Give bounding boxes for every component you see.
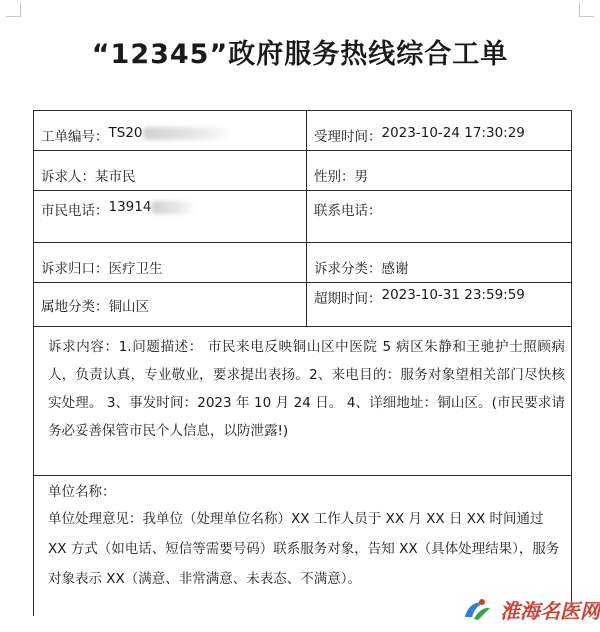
category-dept-value: 医疗卫生 bbox=[108, 261, 163, 277]
request-content-text: 诉求内容：1.问题描述： 市民来电反映铜山区中医院 5 病区朱静和王驰护士照顾病人，负责认真，专业敬业，要求提出表扬。2、来电目的：服务对象望相关部门尽快核实处理。 3、事发时间：2023 年 10 月 24 日。 4、详细地址：铜山区。(市民要求请务必妥善保管市民个人信息，以防泄露!) bbox=[48, 339, 565, 439]
location-label: 属地分类： bbox=[41, 299, 109, 315]
document-title: “12345”政府服务热线综合工单 bbox=[91, 39, 509, 70]
accept-time-cell bbox=[307, 111, 572, 151]
redacted-blur bbox=[143, 127, 233, 140]
redacted-blur bbox=[151, 201, 196, 214]
contact-phone-label: 联系电话： bbox=[314, 203, 382, 219]
watermark-text: 淮海名医网 bbox=[500, 599, 600, 623]
table-row bbox=[34, 191, 572, 243]
site-watermark bbox=[462, 595, 600, 624]
ticket-number-cell bbox=[34, 111, 307, 151]
unit-opinion-text: 单位处理意见：我单位（处理单位名称）XX 工作人员于 XX 月 XX 日 XX 时间通过 XX 方式（如电话、短信等需要号码）联系服务对象，告知 XX（具体处理结果），服务对象表示 XX（满意、非常满意、未表态、不满意）。 bbox=[48, 511, 560, 587]
page-corner-mark bbox=[579, 2, 594, 17]
unit-name-label: 单位名称： bbox=[48, 484, 116, 500]
location-value: 铜山区 bbox=[108, 299, 149, 315]
deadline-label: 超期时间： bbox=[314, 291, 382, 307]
request-content-cell bbox=[34, 327, 572, 476]
gender-cell bbox=[307, 151, 572, 191]
citizen-phone-value: 13914 bbox=[108, 199, 152, 215]
logo-icon bbox=[462, 597, 492, 623]
category-dept-cell bbox=[34, 243, 307, 283]
category-dept-label: 诉求归口： bbox=[41, 261, 109, 277]
contact-phone-cell bbox=[307, 191, 572, 243]
accept-time-value: 2023-10-24 17:30:29 bbox=[381, 125, 525, 141]
page-corner-mark bbox=[6, 2, 21, 17]
table-row bbox=[34, 327, 572, 476]
gender-value: 男 bbox=[354, 169, 368, 185]
accept-time-label: 受理时间： bbox=[314, 129, 382, 145]
location-cell bbox=[34, 283, 307, 327]
category-type-cell bbox=[307, 243, 572, 283]
deadline-cell bbox=[307, 283, 572, 327]
deadline-value: 2023-10-31 23:59:59 bbox=[381, 287, 525, 303]
table-row bbox=[34, 151, 572, 191]
citizen-phone-cell bbox=[34, 191, 307, 243]
citizen-phone-label: 市民电话： bbox=[41, 203, 109, 219]
requester-value: 某市民 bbox=[95, 169, 136, 185]
requester-label: 诉求人： bbox=[41, 169, 95, 185]
table-row bbox=[34, 243, 572, 283]
table-row bbox=[34, 111, 572, 151]
category-type-label: 诉求分类： bbox=[314, 261, 382, 277]
requester-cell bbox=[34, 151, 307, 191]
work-order-table bbox=[33, 110, 572, 616]
table-row bbox=[34, 283, 572, 327]
category-type-value: 感谢 bbox=[381, 261, 409, 277]
gender-label: 性别： bbox=[314, 169, 355, 185]
ticket-number-value: TS20 bbox=[108, 125, 143, 141]
ticket-number-label: 工单编号： bbox=[41, 129, 109, 145]
